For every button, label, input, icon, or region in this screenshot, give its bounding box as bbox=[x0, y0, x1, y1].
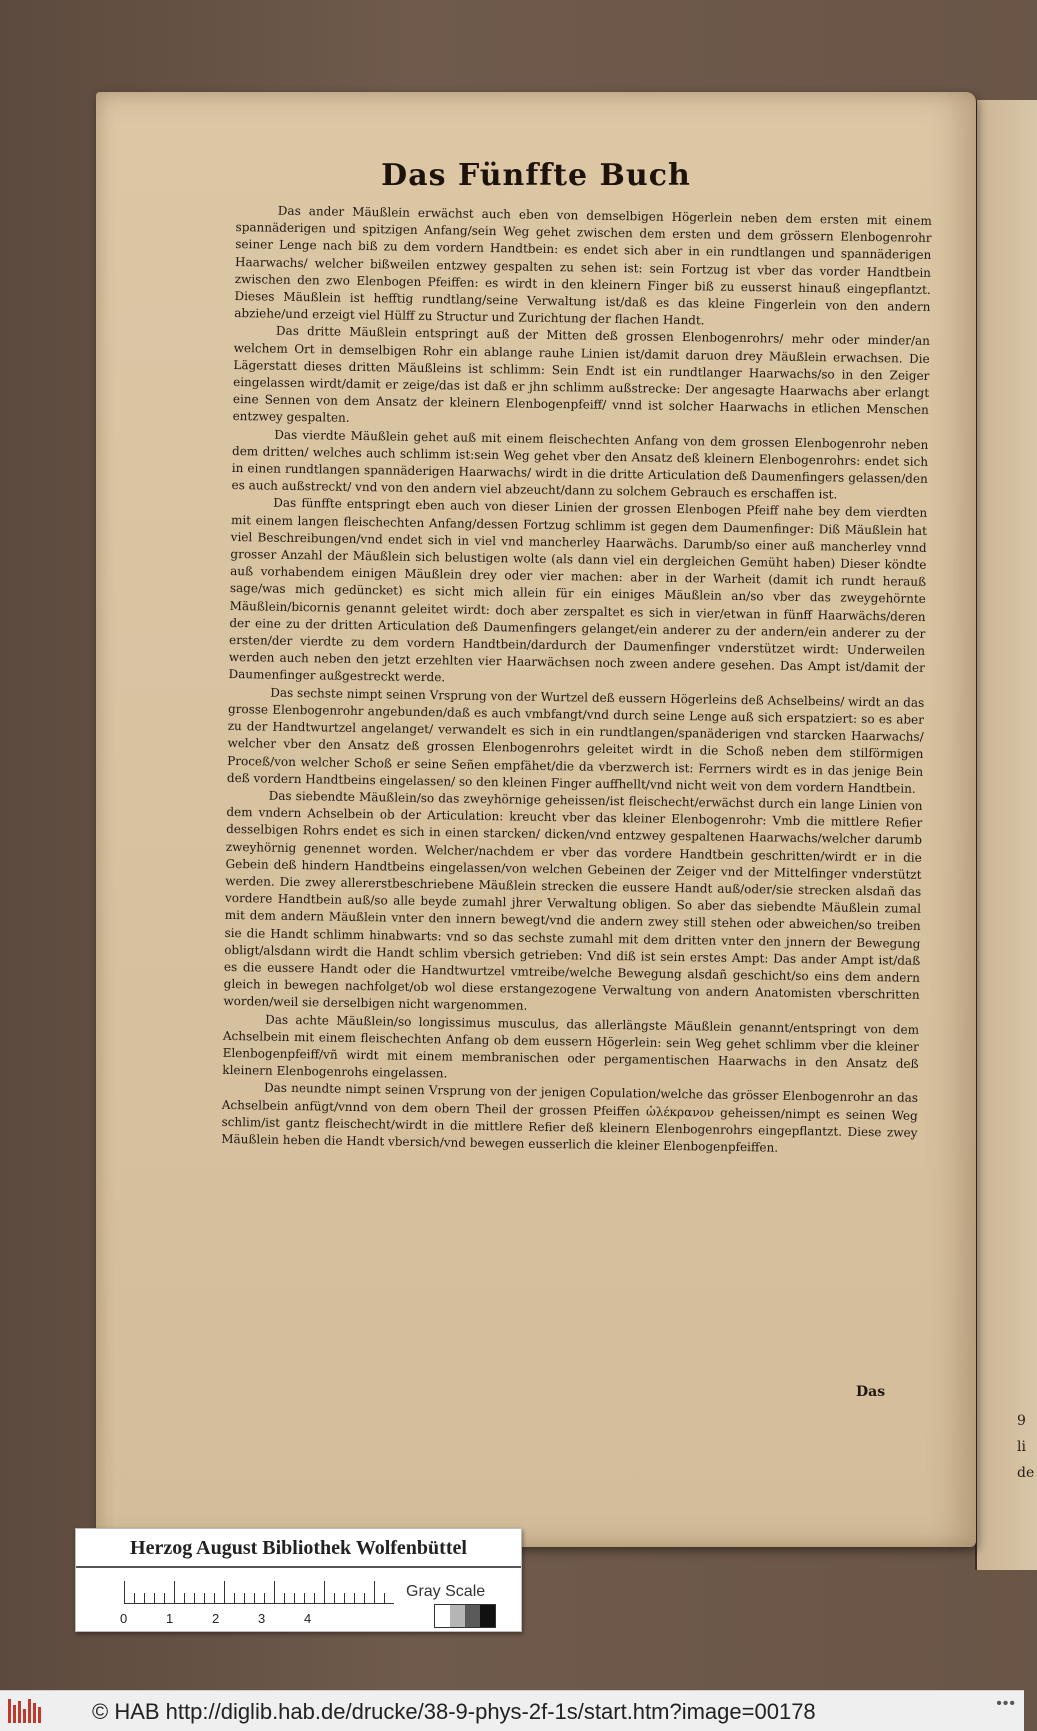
ruler-tick bbox=[234, 1593, 235, 1603]
ruler-tick bbox=[124, 1581, 125, 1603]
paragraph: Das achte Mäußlein/so longissimus musculus, das allerlängste Mäußlein genannt/entspringt von dem Achselbein mit einem fleischechten Anfang ob dem eussern Högerlein: sein Weg gehet schlimm vber die kleiner Elenbogenpfeiff/vñ wirdt mit einem membranischen oder pergamentischen Haarwachs in den Ansatz deß kleinern Elenbogenrohs eingelassen. bbox=[222, 1012, 920, 1081]
measurement-ruler bbox=[124, 1581, 394, 1604]
gray-scale-swatches bbox=[434, 1604, 496, 1628]
ruler-number: 0 bbox=[120, 1611, 128, 1626]
ruler-tick bbox=[254, 1593, 255, 1603]
page-heading: Das Fünffte Buch bbox=[381, 158, 691, 193]
ruler-tick bbox=[134, 1593, 135, 1603]
ruler-tick bbox=[384, 1593, 385, 1603]
ruler-tick bbox=[264, 1593, 265, 1603]
gray-scale-label: Gray Scale bbox=[406, 1583, 486, 1600]
ruler-number: 2 bbox=[212, 1611, 220, 1626]
viewer-footer bbox=[0, 1690, 1024, 1731]
gray-swatch bbox=[450, 1605, 465, 1627]
ruler-tick bbox=[294, 1593, 295, 1603]
ruler-tick bbox=[354, 1593, 355, 1603]
book-page bbox=[96, 92, 976, 1547]
ruler-tick bbox=[334, 1593, 335, 1603]
ruler-tick bbox=[314, 1593, 315, 1603]
ruler-tick bbox=[144, 1593, 145, 1603]
gray-swatch bbox=[465, 1605, 480, 1627]
paragraph: Das ander Mäußlein erwächst auch eben von demselbigen Högerlein neben dem ersten mit einem spannäderigen und spitzigen Anfang/sein Weg gehet zwischen dem ersten und dem grössern Elenbogenrohr seiner Lenge nach biß zu dem vordern Handtbein: es endet sich aber in ein rundtlangen und spannäderigen Haarwachs/ welcher bißweilen entzwey gespalten zu sehen ist: sein Fortzug ist vber das vorder Handtbein zwischen den zwo Elenbogen Pfeiffen: es wirdt in den kleinern Finger biß zu eusserst hinauß eingepflantzt. Dieses Mäußlein ist hefftig rundtlang/seine Verwaltung ist/daß es das kleine Fingerlein von den andern abziehe/und erzeigt viel Hülff zu Structur und Zurichtung der flachen Handt. bbox=[234, 203, 932, 328]
paragraph: Das vierdte Mäußlein gehet auß mit einem fleischechten Anfang von dem grossen Elenbogenrohr neben dem dritten/ welches auch schlimm ist:sein Weg gehet vber den Ansatz deß kleinern Elenbogenrohrs: endet sich in einen rundtlangen spannäderigen Haarwachs/ wirdt in die dritte Articulation deß Daumenfingers gelassen/den es auch außstreckt/ vnd von den andern viel abzeucht/dann zu solchem Gebrauch es erschaffen ist. bbox=[231, 427, 929, 502]
paragraph: Das siebendte Mäußlein/so das zweyhörnige geheissen/ist fleischecht/erwächst durch ein lange Linien von dem vndern Achselbein ob der Articulation: kreucht vber das kleiner Elenbogenrohr: Vmb die mittlere Refier desselbigen Rohrs endet es sich in einen starcken/ dicken/vnd entzwey gespaltenen Haarwachs/welcher darumb zweyhörnig genennet worden. Welcher/nachdem er vber das vordere Handtbein geschritten/wirdt er in die Gebein deß hindern Handtbeins eingelassen/von welchen Gebeinen der Zeiger vnd der Mittelfinger vnderstützt werden. Die zwey allererstbeschriebene Mäußlein strecken die eussere Handt auß/oder/sie strecken alsdañ das vordere Handtbein auß/so alle beyde zumahl jhrer Verwaltung obligen. So aber das siebendte Mäußlein zumal mit dem andern Mäußlein vnter den innern bewegt/vnd die andern zwey still stehen oder abweichen/so treiben sie die Handt schlimm hinabwarts: vnd so das sechste zumahl mit dem dritten vnter den jnnern der Bewegung obligt/alsdann wirdt die Handt schlim vbersich getrieben: Vnd diß ist sein erstes Ampt: Das ander Ampt ist/daß es die eussere Handt oder die Handtwurtzel vmtreibe/welche Bewegung alsdañ geschicht/so eins dem andern gleich in bewegen nachfolget/ob wol diese erstangezogene Verwaltung von andern Anatomisten vberschritten worden/weil sie derselbigen nicht wargenommen. bbox=[223, 788, 923, 1014]
gray-swatch bbox=[435, 1605, 450, 1627]
ruler-tick bbox=[364, 1593, 365, 1603]
ruler-number: 3 bbox=[258, 1611, 266, 1626]
page-body-text bbox=[221, 202, 932, 1159]
adjacent-page-fragment: 9 bbox=[1017, 1413, 1026, 1429]
paragraph: Das neundte nimpt seinen Vrsprung von der jenigen Copulation/welche das grösser Elenbogenrohr an das Achselbein anfügt/vnnd von dem obern Theil der grossen Pfeiffen ὠλέκρανον geheissen/nimpt es seinen Weg schlim/ist gantz fleischecht/wirdt in die mittlere Refier deß kleinern Elenbogenrohrs eingepflantzt. Diese zwey Mäußlein heben die Handt vbersich/vnd bewegen eusserlich die kleiner Elenbogenpfeiffen. bbox=[221, 1080, 919, 1155]
ruler-tick bbox=[344, 1593, 345, 1603]
ruler-tick bbox=[224, 1581, 225, 1603]
library-name: Herzog August Bibliothek Wolfenbüttel bbox=[130, 1537, 467, 1559]
ruler-number: 1 bbox=[166, 1611, 174, 1626]
ruler-tick bbox=[164, 1593, 165, 1603]
more-icon[interactable]: ••• bbox=[996, 1695, 1016, 1712]
source-url-link[interactable]: © HAB http://diglib.hab.de/drucke/38-9-phys-2f-1s/start.htm?image=00178 bbox=[92, 1699, 816, 1724]
catchword: Das bbox=[856, 1384, 886, 1400]
ruler-tick bbox=[304, 1593, 305, 1603]
ruler-tick bbox=[214, 1593, 215, 1603]
ruler-tick bbox=[204, 1593, 205, 1603]
ruler-tick bbox=[174, 1581, 175, 1603]
paragraph: Das dritte Mäußlein entspringt auß der Mitten deß grossen Elenbogenrohrs/ mehr oder minder/an welchem Ort in demselbigen Rohr ein ablange rauhe Linien ist/damit daruon drey Mäußlein erwachsen. Die Lägerstatt dieses dritten Mäußleins ist schlimm: Sein Endt ist ein rundtlanger Haarwachs/so in den Zeiger eingelassen wirdt/damit er zeige/das ist daß er jhn schlimm außstrecke: Der angesagte Haarwachs aber erlangt eine Sennen von dem Ansatz der kleinern Elenbogenpfeiff/ vnnd ist solcher Haarwachs in etlichen Menschen entzwey gespalten. bbox=[232, 324, 931, 426]
adjacent-page-fragment: de bbox=[1017, 1465, 1035, 1481]
ruler-tick bbox=[274, 1581, 275, 1603]
ruler-tick bbox=[154, 1593, 155, 1603]
adjacent-page-edge bbox=[975, 100, 1037, 1570]
color-calibration-card bbox=[75, 1528, 522, 1632]
ruler-number: 4 bbox=[304, 1611, 312, 1626]
adjacent-page-fragment: li bbox=[1017, 1439, 1026, 1455]
paragraph: Das sechste nimpt seinen Vrsprung von der Wurtzel deß eussern Högerleins deß Achselbeins/ wirdt an das grosse Elenbogenrohr angebunden/daß es auch vmbfangt/vnd durch seine Lenge auß sich erspatziert: so es aber zu der Handtwurtzel angelanget/ verwandelt es sich in ein rundtlangen/spanäderigen vnd starcken Haarwachs/ welcher vber den Ansatz deß grossen Elenbogenrohrs geleitet wirdt in die Schoß neben dem stilförmigen Proceß/von welcher Schoß er seine Señen empfähet/die da vberzwerch ist: Ferrners wirdt es in das jenige Bein deß vordern Handtbeins eingelassen/ so den kleinen Finger auffhellt/vnd nicht weit von dem vordern Handtbein. bbox=[226, 685, 925, 796]
ruler-tick bbox=[374, 1581, 375, 1603]
paragraph: Das fünffte entspringt eben auch von dieser Linien der grossen Elenbogen Pfeiff nahe bey dem vierdten mit einem langen fleischechten Anfang/dessen Fortzug schlimm ist gegen dem Daumenfinger: Diß Mäußlein hat viel Beschreibungen/vnd endet sich in viel vnd mancherley Haarwächs. Darumb/so einer auß mancherley vnnd grosser Anzahl der Mäußlein sich belustigen wolte (als dann viel ein dergleichen Gemüht haben) Dieser köndte auß vorhabendem einigen Mäußlein drey oder vier machen: aber in der Warheit (damit ich rundt herauß sage/was mich gedüncket) es sicht mich allein für ein einiges Mäußlein an/so vber das zweygehörnte Mäußlein/bicornis genannt geleitet wirdt: doch aber zerspaltet es sich in vier/etwan in fünff Haarwächs/deren der eine zu der dritten Articulation deß Daumenfingers gelanget/ein anderer zu der andern/ein anderer zu der ersten/der vierdte zu dem vordern Handtbein/dardurch der Daumenfinger vnderstützet wirdt: Underweilen werden auch neben den jetzt erzehlten vier Haarwächsen noch zween andere gesehen. Das Ampt ist/damit der Daumenfinger außgestreckt werde. bbox=[228, 496, 928, 685]
gray-swatch bbox=[480, 1605, 495, 1627]
ruler-tick bbox=[244, 1593, 245, 1603]
ruler-tick bbox=[284, 1593, 285, 1603]
ruler-tick bbox=[194, 1593, 195, 1603]
ruler-tick bbox=[324, 1581, 325, 1603]
ruler-tick bbox=[184, 1593, 185, 1603]
hab-logo-icon bbox=[8, 1699, 46, 1723]
divider bbox=[76, 1566, 521, 1568]
